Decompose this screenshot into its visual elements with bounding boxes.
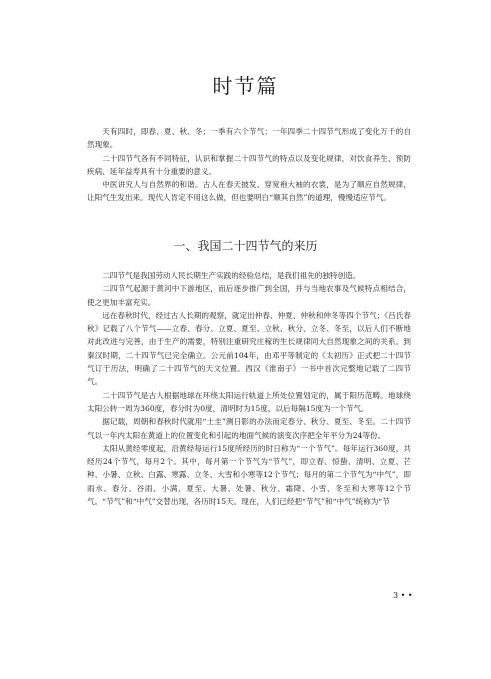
page-number: 3 • • (393, 591, 413, 600)
body-paragraph: 据记载，周朝和春秋时代就用“土圭”测日影的办法而定春分、秋分、夏至、冬至。二十四节气以一年内太阳在黄道上的位置变化和引起的地面气候的演变次序把全年平分为24等份。 (87, 417, 411, 440)
body-paragraph: 远在春秋时代，经过古人长期的观察，就定出仲春、仲夏、仲秋和仲冬等四个节气；《吕氏春秋》记载了八个节气——立春、春分、立夏、夏至、立秋、秋分、立冬、冬至，以后人们不断地对此改进与完善，由于生产的需要，特别注重研究庄稼的生长规律同大自然现象之间的关系。到秦汉时期，二十四节气已完全确立。公元前104年，由邓平等制定的《太初历》正式把二十四节气订于历法，明确了二十四节气的天文位置。西汉《淮南子》一书中首次完整地记载了二四节气。 (87, 310, 411, 387)
intro-paragraph: 天有四时，即春、夏、秋、冬；一季有六个节气；一年四季二十四节气形成了变化万千的自然现象。 (87, 127, 411, 150)
body-section (87, 269, 411, 508)
body-paragraph: 二十四节气是古人根据地球在环绕太阳运行轨道上所处位置划定的，属于阳历范畴。地球绕太阳公转一周为360度，春分时为0度，清明时为15度，以后每隔15度为一个节气。 (87, 390, 411, 413)
intro-section (87, 125, 411, 205)
body-paragraph: 二四节气起源于黄河中下游地区，而后逐步推广到全国，并与当地农事及气候特点相结合，使之更加丰富充实。 (87, 284, 411, 307)
body-paragraph: 太阳从黄经零度起，沿黄经每运行15度所经历的时日称为“一个节气”。每年运行360度，共经历24个节气，每月2个。其中，每月第一个节气为“节气”，即立春、惊蛰、清明、立夏、芒种、小暑、立秋、白露、寒露、立冬、大雪和小寒等12个节气；每月的第二个节气为“中气”，即雨水、春分、谷雨、小满、夏至、大暑、处暑、秋分、霜降、小雪、冬至和大寒等12个节气。“节气”和“中气”交替出现，各历时15天。现在，人们已经把“节气”和“中气”统称为“节 (87, 443, 411, 507)
intro-paragraph: 二十四节气各有不同特征，认识和掌握二十四节气的特点以及变化规律，对饮食养生、预防疾病、延年益寿具有十分重要的意义。 (87, 153, 411, 176)
intro-paragraph: 中医讲究人与自然界的和谐。古人在春天披发、穿宽袍大袖的衣裳，是为了顺应自然规律，让阳气生发出来。现代人肯定不用这么做，但也要明白“顺其自然”的道理，慢慢适应节气。 (87, 180, 411, 203)
page-title: 时节篇 (212, 74, 279, 98)
section-heading: 一、我国二十四节气的来历 (173, 239, 318, 253)
body-paragraph: 二四节气是我国劳动人民长期生产实践的经验总结，是我们祖先的独特创造。 (102, 271, 361, 280)
